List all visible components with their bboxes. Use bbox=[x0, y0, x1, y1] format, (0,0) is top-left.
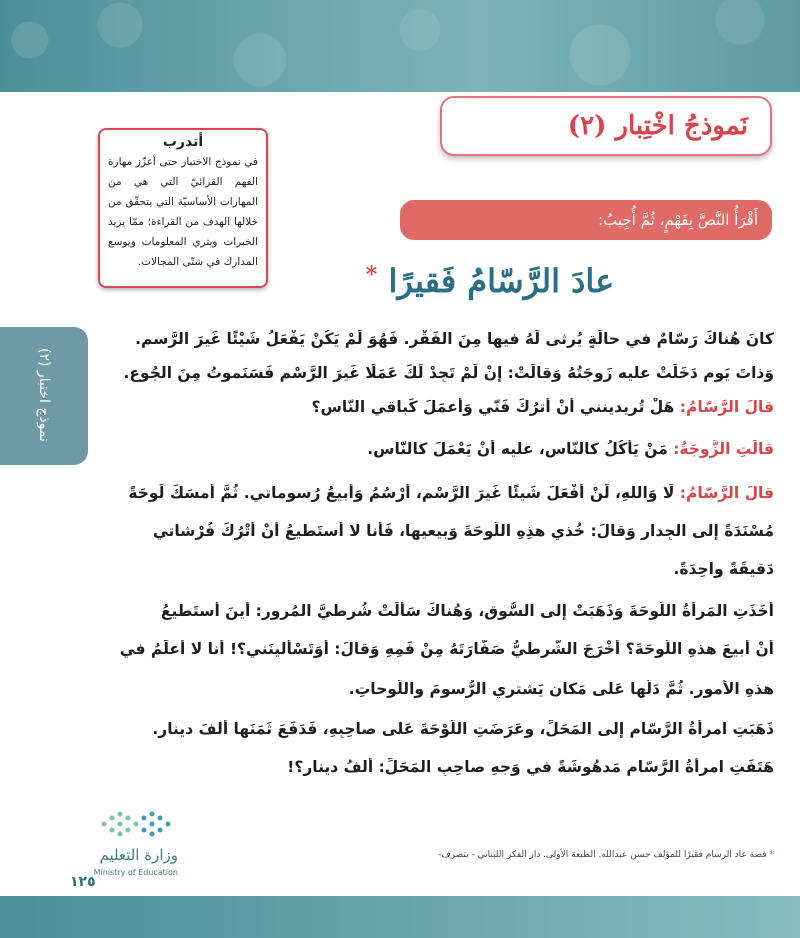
training-text: في نموذج الاختبار حتى أعزّز مهارة الفهم القرائيّ التي هي من المهارات الأساسيّة التي يتحقّق من خلالها الهدف من القراءة؛ ممّا يزيد الخبرات ويثري المعلومات ويوسع المدارك في شتّى المجالات. bbox=[108, 156, 258, 268]
training-box bbox=[98, 128, 268, 288]
dialog-line bbox=[98, 398, 774, 416]
speaker-label: قالَتِ الزَّوجَةُ: bbox=[673, 440, 774, 458]
page-title: نَموذجُ اخْتِبار (٢) bbox=[440, 96, 772, 156]
dialog-line bbox=[98, 440, 774, 458]
instruction-banner: أَقْرَأُ النَّصَّ بِفَهْمٍ، ثُمَّ أُجِيبُ: bbox=[400, 200, 772, 240]
footnote bbox=[330, 850, 774, 860]
footnote-mark: * bbox=[769, 850, 774, 860]
page-number: ١٢٥ bbox=[70, 874, 96, 890]
logo-arabic: وزارة التعليم bbox=[99, 846, 178, 864]
story-line: أَنْ أَبيعَ هذهِ اللَّوحَةَ؟ أَخْرَجَ الشُّرطيُّ صَفّارَتَهُ مِنْ فَمِهِ وَقالَ: أَوَتَسْأَلينَني؟! أنا لا أَعلَمُ في bbox=[119, 640, 774, 658]
speaker-label: قالَ الرَّسّامُ: bbox=[679, 398, 774, 416]
story-title bbox=[300, 262, 680, 310]
story-line: أَخَذَتِ المَرأَةُ اللَّوحَةَ وَذَهَبَتْ إلى السُّوقِ، وَهُناكَ سَأَلَتْ شُرطيَّ المُرورِ: أَينَ أَستَطيعُ bbox=[160, 602, 774, 620]
story-line: هذهِ الأُمورِ. ثُمَّ دَلَّها عَلى مَكانٍ يَشتري الرُّسومَ واللَّوحاتِ. bbox=[348, 680, 774, 698]
footnote-text: قصة عاد الرسام فقيرًا للمؤلف حسن عبدالله. الطبعة الأولى. دار الفكر اللبناني - بتصرف- bbox=[438, 850, 767, 860]
story-line: هَتَفَتِ امرأةُ الرَّسّامِ مَدهُوشَةً في وَجهِ صاحِبِ المَحَلِّ: أَلفُ دينارٍ؟! bbox=[287, 758, 774, 776]
story-line: مُسْنَدَةً إلى الجِدارِ وَقالَ: خُذي هذِهِ اللَّوحَةَ وَبيعيها، فَأَنا لا أَستَطيعُ أَنْ أَتْرُكَ فُرْشاتي bbox=[152, 522, 774, 540]
training-title: أتدرب bbox=[162, 134, 204, 150]
story-line: وَذاتَ يَومٍ دَخَلَتْ عليه زَوجَتُهُ وَقالَتْ: إنْ لَمْ تَجِدْ لَكَ عَمَلًا غَيرَ الرَّسْمِ فَسَنَموتُ مِنَ الجُوعِ. bbox=[123, 364, 774, 382]
dialog-text: هَلْ تُريدينني أَنْ أَترُكَ فَنّي وَأَعمَلَ كَباقي النّاسِ؟ bbox=[311, 398, 675, 416]
top-decorative-band bbox=[0, 0, 800, 92]
story-line: ذَهَبَتِ امرأةُ الرَّسّامِ إلى المَحَلِّ، وعَرَضَتِ اللَّوْحَةَ عَلى صاحِبِهِ، فَدَفَعَ ثَمَنَها أَلفَ دينارٍ. bbox=[152, 720, 774, 738]
logo-english: Ministry of Education bbox=[93, 868, 178, 877]
footnote-marker: * bbox=[365, 262, 378, 288]
band-pattern bbox=[0, 0, 800, 92]
speaker-label: قالَ الرَّسّامُ: bbox=[679, 484, 774, 502]
logo-dots-icon bbox=[98, 808, 176, 840]
dialog-text: مَنْ يَأكُلُ كالنّاسِ، عليه أَنْ يَعْمَلَ كالنّاسِ. bbox=[367, 440, 668, 458]
bottom-decorative-band bbox=[0, 896, 800, 938]
story-title-text: عادَ الرَّسّامُ فَقيرًا bbox=[388, 262, 615, 300]
side-tab-label: نموذج اختبار (٢) bbox=[36, 348, 52, 442]
dialog-text: لَا وَاللهِ، لَنْ أَفْعَلَ شَيئًا غَيرَ الرَّسْمِ، أَرْسُمُ وَأَبيعُ رُسوماتي. ثُمَّ أَمسَكَ لَوحَةً bbox=[128, 484, 675, 502]
story-line: كانَ هُناكَ رَسّامٌ في حالَةٍ يُرثى لَهُ فيها مِنَ الفَقْرِ. فَهُوَ لَمْ يَكُنْ يَفْعَلُ شَيْئًا غَيرَ الرَّسمِ. bbox=[135, 330, 774, 348]
story-line: دَقيقَةً واحِدَةً. bbox=[673, 560, 774, 578]
dialog-line bbox=[98, 484, 774, 502]
